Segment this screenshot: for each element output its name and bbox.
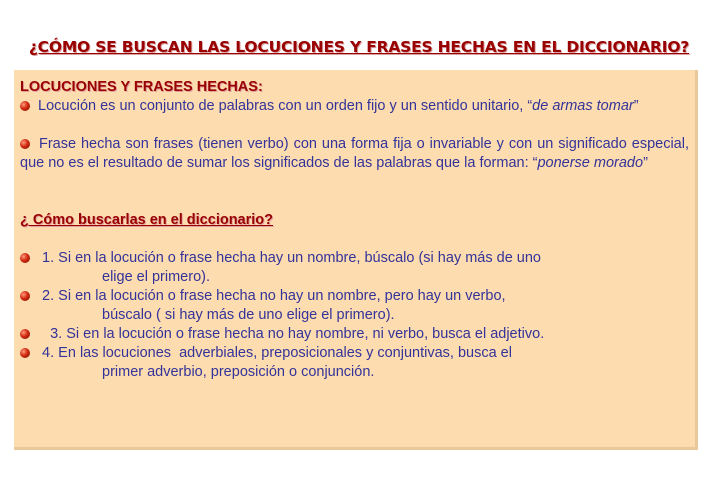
red-ball-bullet-icon — [20, 101, 30, 111]
step-1-text: 1. Si en la locución o frase hecha hay un nombre, búscalo (si hay más de uno — [34, 250, 541, 266]
step-4-continuation: primer adverbio, preposición o conjunción. — [102, 364, 375, 380]
quote-close: ” — [643, 155, 648, 171]
step-2 — [20, 287, 689, 306]
quote-close: ” — [633, 98, 639, 114]
red-ball-bullet-icon — [20, 139, 30, 149]
step-4-text: 4. En las locuciones adverbiales, preposicionales y conjuntivas, busca el — [34, 345, 512, 361]
step-3-text: 3. Si en la locución o frase hecha no hay nombre, ni verbo, busca el adjetivo. — [34, 326, 545, 342]
frase-hecha-example: ponerse morado — [537, 155, 644, 171]
red-ball-bullet-icon — [20, 348, 30, 358]
step-1 — [20, 249, 689, 268]
locucion-text: Locución es un conjunto de palabras con un orden fijo y un sentido unitario, “ — [34, 98, 533, 114]
step-3 — [20, 325, 689, 344]
step-2-continuation: búscalo ( si hay más de uno elige el primero). — [102, 307, 395, 323]
step-4 — [20, 344, 689, 363]
step-1-continuation: elige el primero). — [102, 269, 210, 285]
red-ball-bullet-icon — [20, 291, 30, 301]
step-2-text: 2. Si en la locución o frase hecha no hay un nombre, pero hay un verbo, — [34, 288, 506, 304]
red-ball-bullet-icon — [20, 329, 30, 339]
locucion-example: de armas tomar — [532, 98, 634, 114]
question-heading: ¿ Cómo buscarlas en el diccionario? — [20, 212, 274, 228]
content-panel — [14, 70, 698, 450]
frase-hecha-definition — [20, 135, 689, 173]
red-ball-bullet-icon — [20, 253, 30, 263]
page-title: ¿CÓMO SE BUSCAN LAS LOCUCIONES Y FRASES HECHAS EN EL DICCIONARIO? — [28, 38, 690, 56]
section-title: LOCUCIONES Y FRASES HECHAS: — [20, 79, 263, 95]
frase-hecha-text: Frase hecha son frases (tienen verbo) con una forma fija o invariable y con un significado especial, que no es el resultado de sumar los significados de las palabras que la forman: “ — [20, 136, 689, 171]
locucion-definition — [20, 97, 689, 116]
